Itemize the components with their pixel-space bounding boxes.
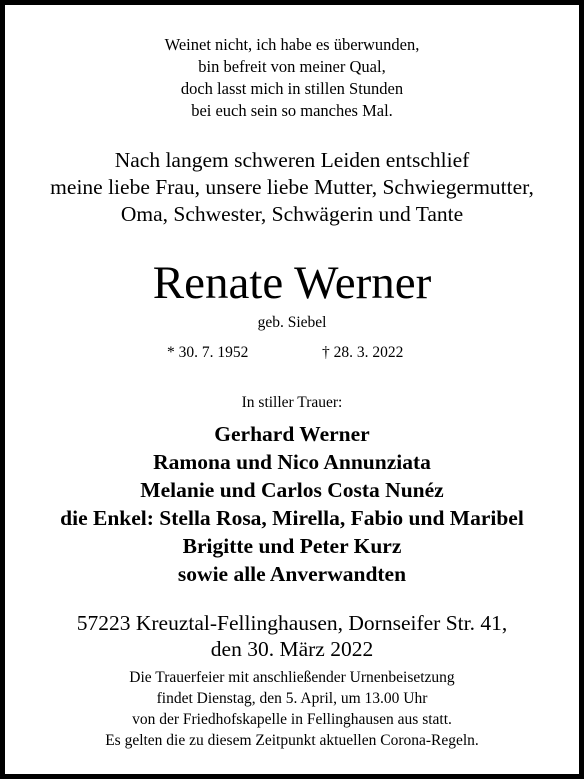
mourner-line: Brigitte und Peter Kurz [182,534,402,558]
poem-line: doch lasst mich in stillen Stunden [180,79,404,98]
address-line: 57223 Kreuztal-Fellinghausen, Dornseifer Str. 41, [76,611,508,635]
poem-line: Weinet nicht, ich habe es überwunden, [164,35,420,54]
deceased-name: Renate Werner [152,257,432,309]
date-line: den 30. März 2022 [210,637,374,661]
mourner-line: Gerhard Werner [214,422,370,446]
info-line: Die Trauerfeier mit anschließender Urnenbeisetzung [129,669,455,686]
info-line: Es gelten die zu diesem Zeitpunkt aktuellen Corona-Regeln. [105,732,479,749]
intro-line: Oma, Schwester, Schwägerin und Tante [120,202,464,226]
info-line: von der Friedhofskapelle in Fellinghausen aus statt. [132,711,452,728]
intro-line: Nach langem schweren Leiden entschlief [114,148,470,172]
mourner-line: Ramona und Nico Annunziata [153,450,431,474]
death-date: † 28. 3. 2022 [322,344,404,361]
birth-date: * 30. 7. 1952 [167,344,249,361]
poem-line: bin befreit von meiner Qual, [198,57,386,76]
intro-line: meine liebe Frau, unsere liebe Mutter, Schwiegermutter, [50,175,534,199]
mourner-line: sowie alle Anverwandten [177,562,407,586]
birth-name: geb. Siebel [257,314,327,331]
mourners-label: In stiller Trauer: [241,394,343,411]
mourner-line: Melanie und Carlos Costa Nunéz [140,478,444,502]
mourner-line: die Enkel: Stella Rosa, Mirella, Fabio und Maribel [60,506,524,530]
poem-line: bei euch sein so manches Mal. [191,101,393,120]
info-line: findet Dienstag, den 5. April, um 13.00 Uhr [156,690,428,707]
